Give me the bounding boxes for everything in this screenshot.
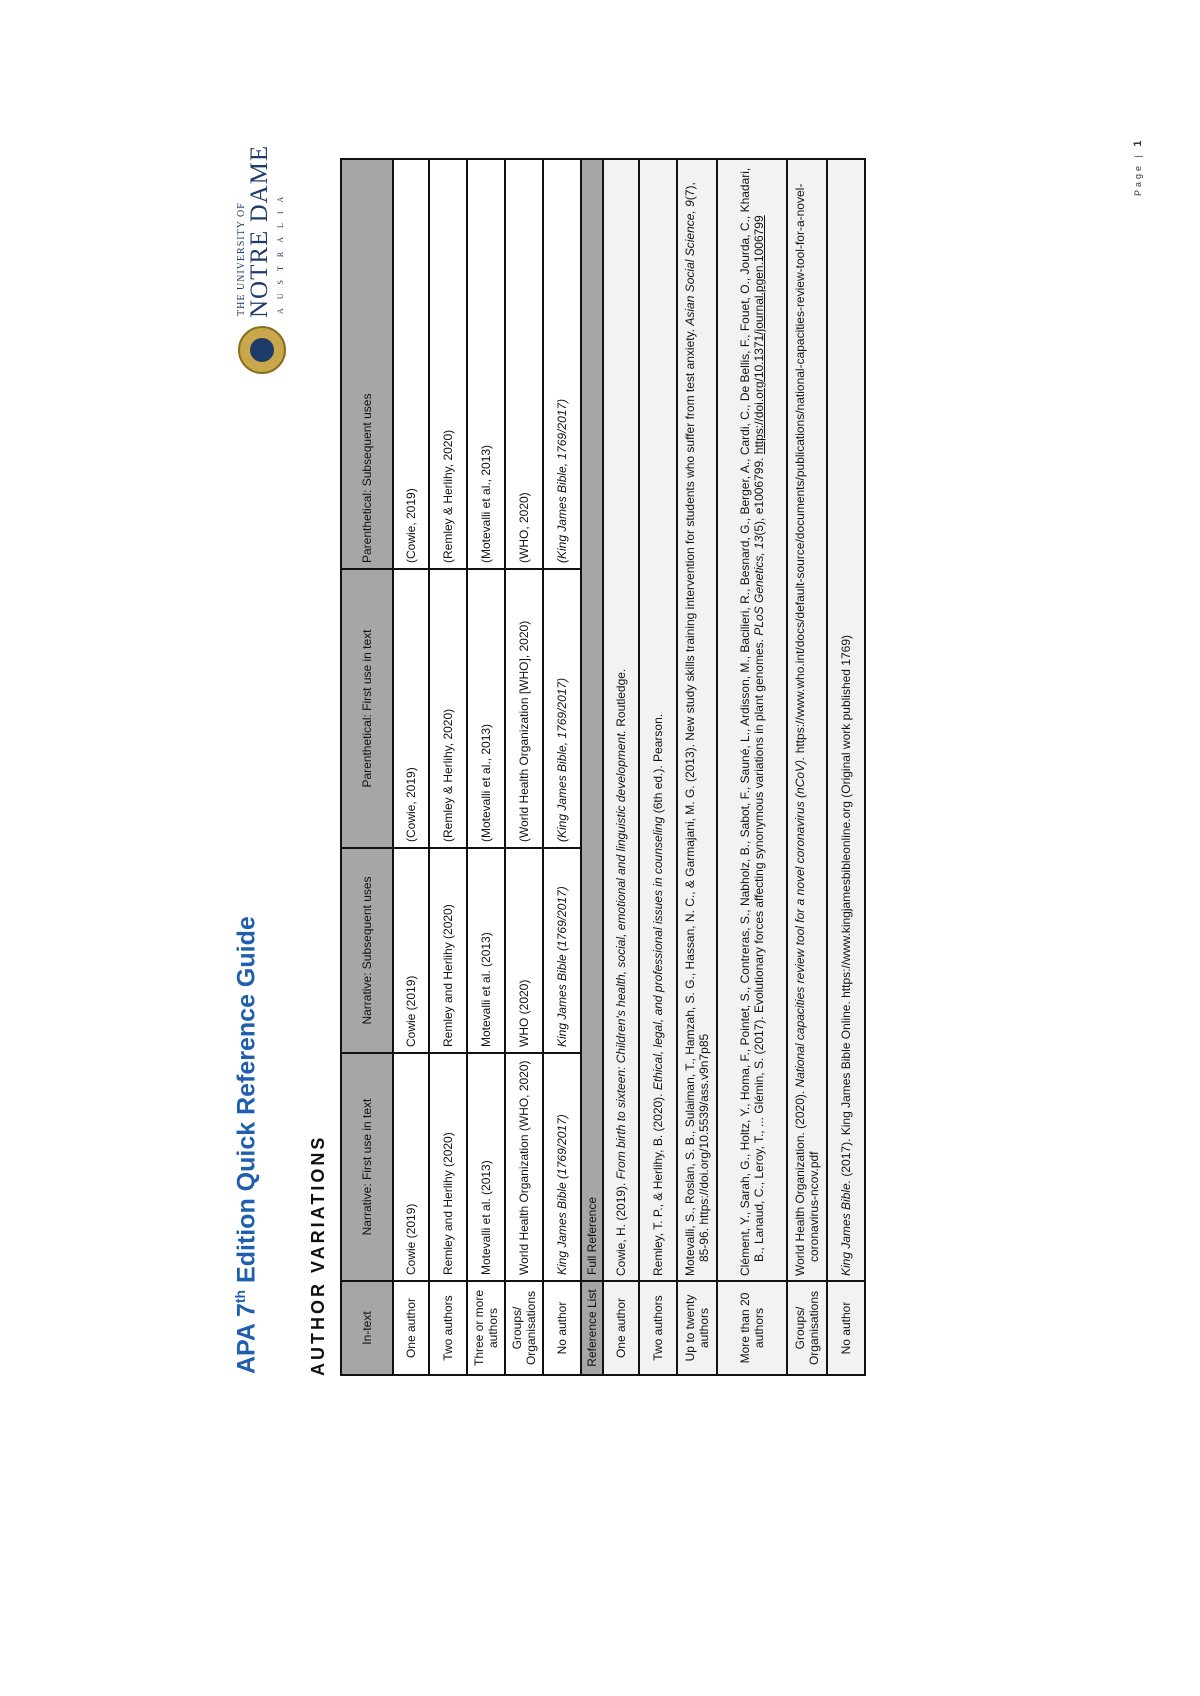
university-seal-icon	[238, 326, 286, 374]
row-label: Up to twenty authors	[677, 1281, 717, 1375]
page-number: Page | 1	[1132, 140, 1144, 196]
author-variations-table	[340, 158, 866, 1376]
reference-text: Cowie, H. (2019). From birth to sixteen: Children's health, social, emotional and linguistic development. Routledge.	[603, 159, 639, 1281]
table-cell: (Motevalli et al., 2013)	[467, 569, 505, 848]
row-label: No author	[543, 1281, 581, 1375]
page-title: APA 7th Edition Quick Reference Guide	[232, 916, 261, 1374]
reference-row	[787, 159, 827, 1375]
table-row	[467, 159, 505, 1375]
table-cell: King James Bible (1769/2017)	[543, 848, 581, 1053]
reference-row	[827, 159, 865, 1375]
row-label: Groups/ Organisations	[505, 1281, 543, 1375]
table-cell: WHO (2020)	[505, 848, 543, 1053]
reference-row	[717, 159, 787, 1375]
row-label: One author	[393, 1281, 429, 1375]
table-cell: (WHO, 2020)	[505, 159, 543, 569]
table-row	[429, 159, 467, 1375]
reference-row	[677, 159, 717, 1375]
reference-text: Clément, Y., Sarah, G., Holtz, Y., Homa, F., Pointet, S., Contreras, S., Nabholz, B., Sabot, F., Sauné, L., Ardisson, M., Bacilieri, R., Besnard, G., Berger, A., Cardi, C., De Bellis, F., Fouet, O., Jourda, C., Khadari, B., Lanaud, C., Leroy, T., ... Glémin, S. (2017). Evolutionary forces affecting synonymous variations in plant genomes. PLoS Genetics, 13(5), e1006799. https://doi.org/10.1371/journal.pgen.1006799	[717, 159, 787, 1281]
university-logo	[232, 144, 292, 374]
table-row	[393, 159, 429, 1375]
intext-header-row	[341, 159, 393, 1375]
table-cell: (Remley & Herlihy, 2020)	[429, 569, 467, 848]
row-label: No author	[827, 1281, 865, 1375]
reference-text: Remley, T. P., & Herlihy, B. (2020). Ethical, legal, and professional issues in counseling (6th ed.). Pearson.	[639, 159, 677, 1281]
row-label: Two authors	[639, 1281, 677, 1375]
row-label: More than 20 authors	[717, 1281, 787, 1375]
table-cell: Cowie (2019)	[393, 1053, 429, 1281]
table-row	[505, 159, 543, 1375]
table-cell: Motevalli et al. (2013)	[467, 848, 505, 1053]
table-cell: World Health Organization (WHO, 2020)	[505, 1053, 543, 1281]
reference-text: Motevalli, S., Roslan, S. B., Sulaiman, T., Hamzah, S. G., Hassan, N. C., & Garmajani, M. G. (2013). New study skills training intervention for students who suffer from test anxiety. Asian Social Science, 9(7), 85-96. https://doi.org/10.5539/ass.v9n7p85	[677, 159, 717, 1281]
header-cell: Narrative: Subsequent uses	[341, 848, 393, 1053]
section-title: AUTHOR VARIATIONS	[308, 1134, 328, 1376]
logo-line1: THE UNIVERSITY OF	[236, 202, 247, 316]
table-cell: Remley and Herlihy (2020)	[429, 1053, 467, 1281]
header-cell: In-text	[341, 1281, 393, 1375]
header-cell: Parenthetical: Subsequent uses	[341, 159, 393, 569]
reference-row	[603, 159, 639, 1375]
rotated-page	[232, 140, 1152, 1376]
row-label: Two authors	[429, 1281, 467, 1375]
header-cell: Full Reference	[581, 159, 603, 1281]
row-label: Groups/ Organisations	[787, 1281, 827, 1375]
table-cell: (World Health Organization [WHO], 2020)	[505, 569, 543, 848]
header-cell: Reference List	[581, 1281, 603, 1375]
header-cell: Parenthetical: First use in text	[341, 569, 393, 848]
table-cell: (King James Bible, 1769/2017)	[543, 569, 581, 848]
logo-line2: NOTRE DAME	[246, 144, 273, 318]
table-cell: Remley and Herlihy (2020)	[429, 848, 467, 1053]
doi-link[interactable]: https://doi.org/10.1371/journal.pgen.1006799	[752, 215, 767, 455]
table-cell: (Motevalli et al., 2013)	[467, 159, 505, 569]
reference-text: King James Bible. (2017). King James Bible Online. https://www.kingjamesbibleonline.org (Original work published 1769)	[827, 159, 865, 1281]
table-cell: King James Bible (1769/2017)	[543, 1053, 581, 1281]
reference-text: World Health Organization. (2020). National capacities review tool for a novel coronavirus (nCoV). https://www.who.int/docs/default-source/documents/publications/national-capacities-review-tool-for-a-novel-coronavirus-ncov.pdf	[787, 159, 827, 1281]
table-cell: (King James Bible, 1769/2017)	[543, 159, 581, 569]
header-cell: Narrative: First use in text	[341, 1053, 393, 1281]
reference-list-header-row	[581, 159, 603, 1375]
table-row	[543, 159, 581, 1375]
table-cell: (Cowie, 2019)	[393, 159, 429, 569]
row-label: One author	[603, 1281, 639, 1375]
table-cell: Cowie (2019)	[393, 848, 429, 1053]
table-cell: (Remley & Herlihy, 2020)	[429, 159, 467, 569]
row-label: Three or more authors	[467, 1281, 505, 1375]
reference-row	[639, 159, 677, 1375]
table-cell: Motevalli et al. (2013)	[467, 1053, 505, 1281]
logo-line3: AUSTRALIA	[276, 187, 285, 314]
table-cell: (Cowie, 2019)	[393, 569, 429, 848]
